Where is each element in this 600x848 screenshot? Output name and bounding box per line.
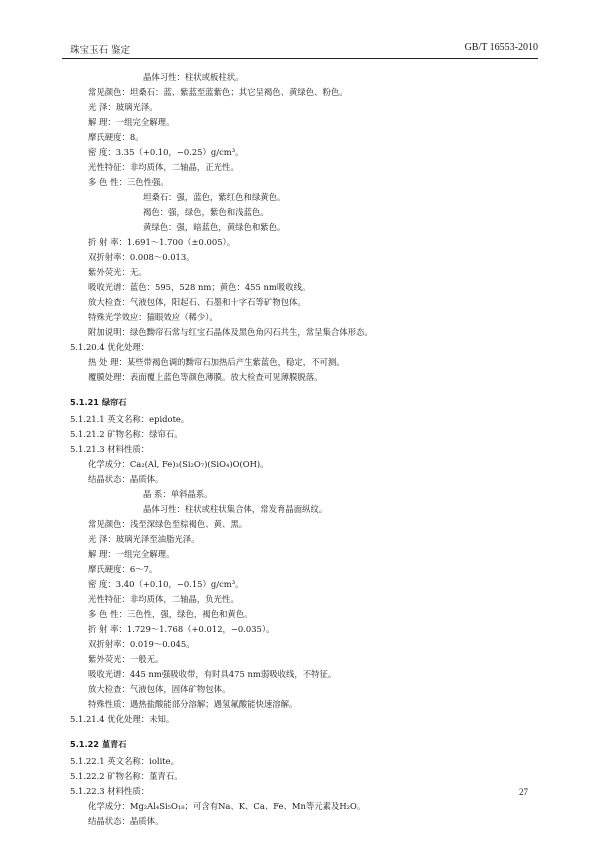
text-line: 紫外荧光：无。: [88, 267, 147, 277]
text-line: 黄绿色：强，暗蓝色，黄绿色和紫色。: [143, 222, 286, 232]
text-line: 密 度：3.35（+0.10，−0.25）g/cm³。: [88, 147, 244, 157]
section-heading: 5.1.21 绿帘石: [70, 397, 127, 407]
text-line: 密 度：3.40（+0.10，−0.15）g/cm³。: [88, 579, 244, 589]
text-line: 解 理：一组完全解理。: [88, 117, 175, 127]
header-standard-number: GB/T 16553-2010: [464, 42, 538, 53]
text-line: 紫外荧光：一般无。: [88, 654, 164, 664]
text-line: 折 射 率：1.691～1.700（±0.005）。: [88, 237, 236, 247]
text-line: 吸收光谱：蓝色：595，528 nm；黄色：455 nm吸收线。: [88, 282, 311, 292]
text-line: 光性特征：非均质体，二轴晶，负光性。: [88, 594, 239, 604]
text-line: 多 色 性：三色性强。: [88, 177, 169, 187]
text-line: 光性特征：非均质体，二轴晶，正光性。: [88, 162, 239, 172]
text-line: 双折射率：0.019～0.045。: [88, 639, 195, 649]
text-line: 附加说明：绿色黝帘石常与红宝石晶体及黑色角闪石共生，常呈集合体形态。: [88, 327, 373, 337]
text-line: 5.1.21.1 英文名称：epidote。: [70, 414, 190, 424]
text-line: 常见颜色：浅至深绿色至棕褐色、黄、黑。: [88, 519, 248, 529]
page-number: 27: [519, 787, 528, 797]
text-line: 折 射 率：1.729～1.768（+0.012，−0.035）。: [88, 624, 275, 634]
text-line: 化学成分：Mg₂Al₄Si₅O₁₈；可含有Na、K、Ca、Fe、Mn等元素及H₂O。: [88, 801, 366, 811]
text-line: 放大检查：气液包体，阳起石、石墨和十字石等矿物包体。: [88, 297, 306, 307]
text-line: 晶体习性：柱状或板柱状。: [143, 72, 244, 82]
text-line: 解 理：一组完全解理。: [88, 549, 175, 559]
text-line: 结晶状态：晶质体。: [88, 816, 164, 826]
text-line: 褐色：强，绿色，紫色和浅蓝色。: [143, 207, 269, 217]
text-line: 坦桑石：强，蓝色，紫红色和绿黄色。: [143, 192, 286, 202]
header-title: 珠宝玉石 鉴定: [70, 45, 131, 56]
text-line: 5.1.22.1 英文名称：iolite。: [70, 756, 179, 766]
text-line: 光 泽：玻璃光泽。: [88, 102, 158, 112]
section-heading: 5.1.22 堇青石: [70, 739, 127, 749]
text-line: 摩氏硬度：6～7。: [88, 564, 158, 574]
text-line: 双折射率：0.008～0.013。: [88, 252, 195, 262]
text-line: 光 泽：玻璃光泽至油脂光泽。: [88, 534, 200, 544]
text-line: 5.1.21.3 材料性质：: [70, 444, 150, 454]
text-line: 5.1.22.3 材料性质：: [70, 786, 150, 796]
text-line: 5.1.21.4 优化处理：未知。: [70, 714, 175, 724]
text-line: 5.1.21.2 矿物名称：绿帘石。: [70, 429, 183, 439]
text-line: 5.1.20.4 优化处理：: [70, 342, 150, 352]
text-line: 特殊光学效应：猫眼效应（稀少）。: [88, 312, 218, 322]
text-line: 常见颜色：坦桑石：蓝、紫蓝至蓝紫色；其它呈褐色、黄绿色、粉色。: [88, 87, 348, 97]
text-line: 晶体习性：柱状或柱状集合体，常发育晶面纵纹。: [143, 504, 328, 514]
text-line: 热 处 理：某些带褐色调的黝帘石加热后产生紫蓝色，稳定，不可测。: [88, 357, 345, 367]
text-line: 化学成分：Ca₂(Al, Fe)₃(Si₂O₇)(SiO₄)O(OH)。: [88, 459, 269, 469]
text-line: 5.1.22.2 矿物名称：堇青石。: [70, 771, 183, 781]
text-line: 结晶状态：晶质体。: [88, 474, 164, 484]
text-line: 放大检查：气液包体，固体矿物包体。: [88, 684, 231, 694]
text-line: 摩氏硬度：8。: [88, 132, 144, 142]
header-rule: [62, 58, 538, 59]
text-line: 多 色 性：三色性，强，绿色，褐色和黄色。: [88, 609, 253, 619]
text-line: 晶 系：单斜晶系。: [143, 489, 213, 499]
text-line: 特殊性质：遇热盐酸能部分溶解；遇氢氟酸能快速溶解。: [88, 699, 298, 709]
text-line: 吸收光谱：445 nm强吸收带，有时具475 nm弱吸收线，不特征。: [88, 669, 337, 679]
text-line: 覆膜处理：表面覆上蓝色等颜色薄膜。放大检查可见薄膜脱落。: [88, 372, 323, 382]
